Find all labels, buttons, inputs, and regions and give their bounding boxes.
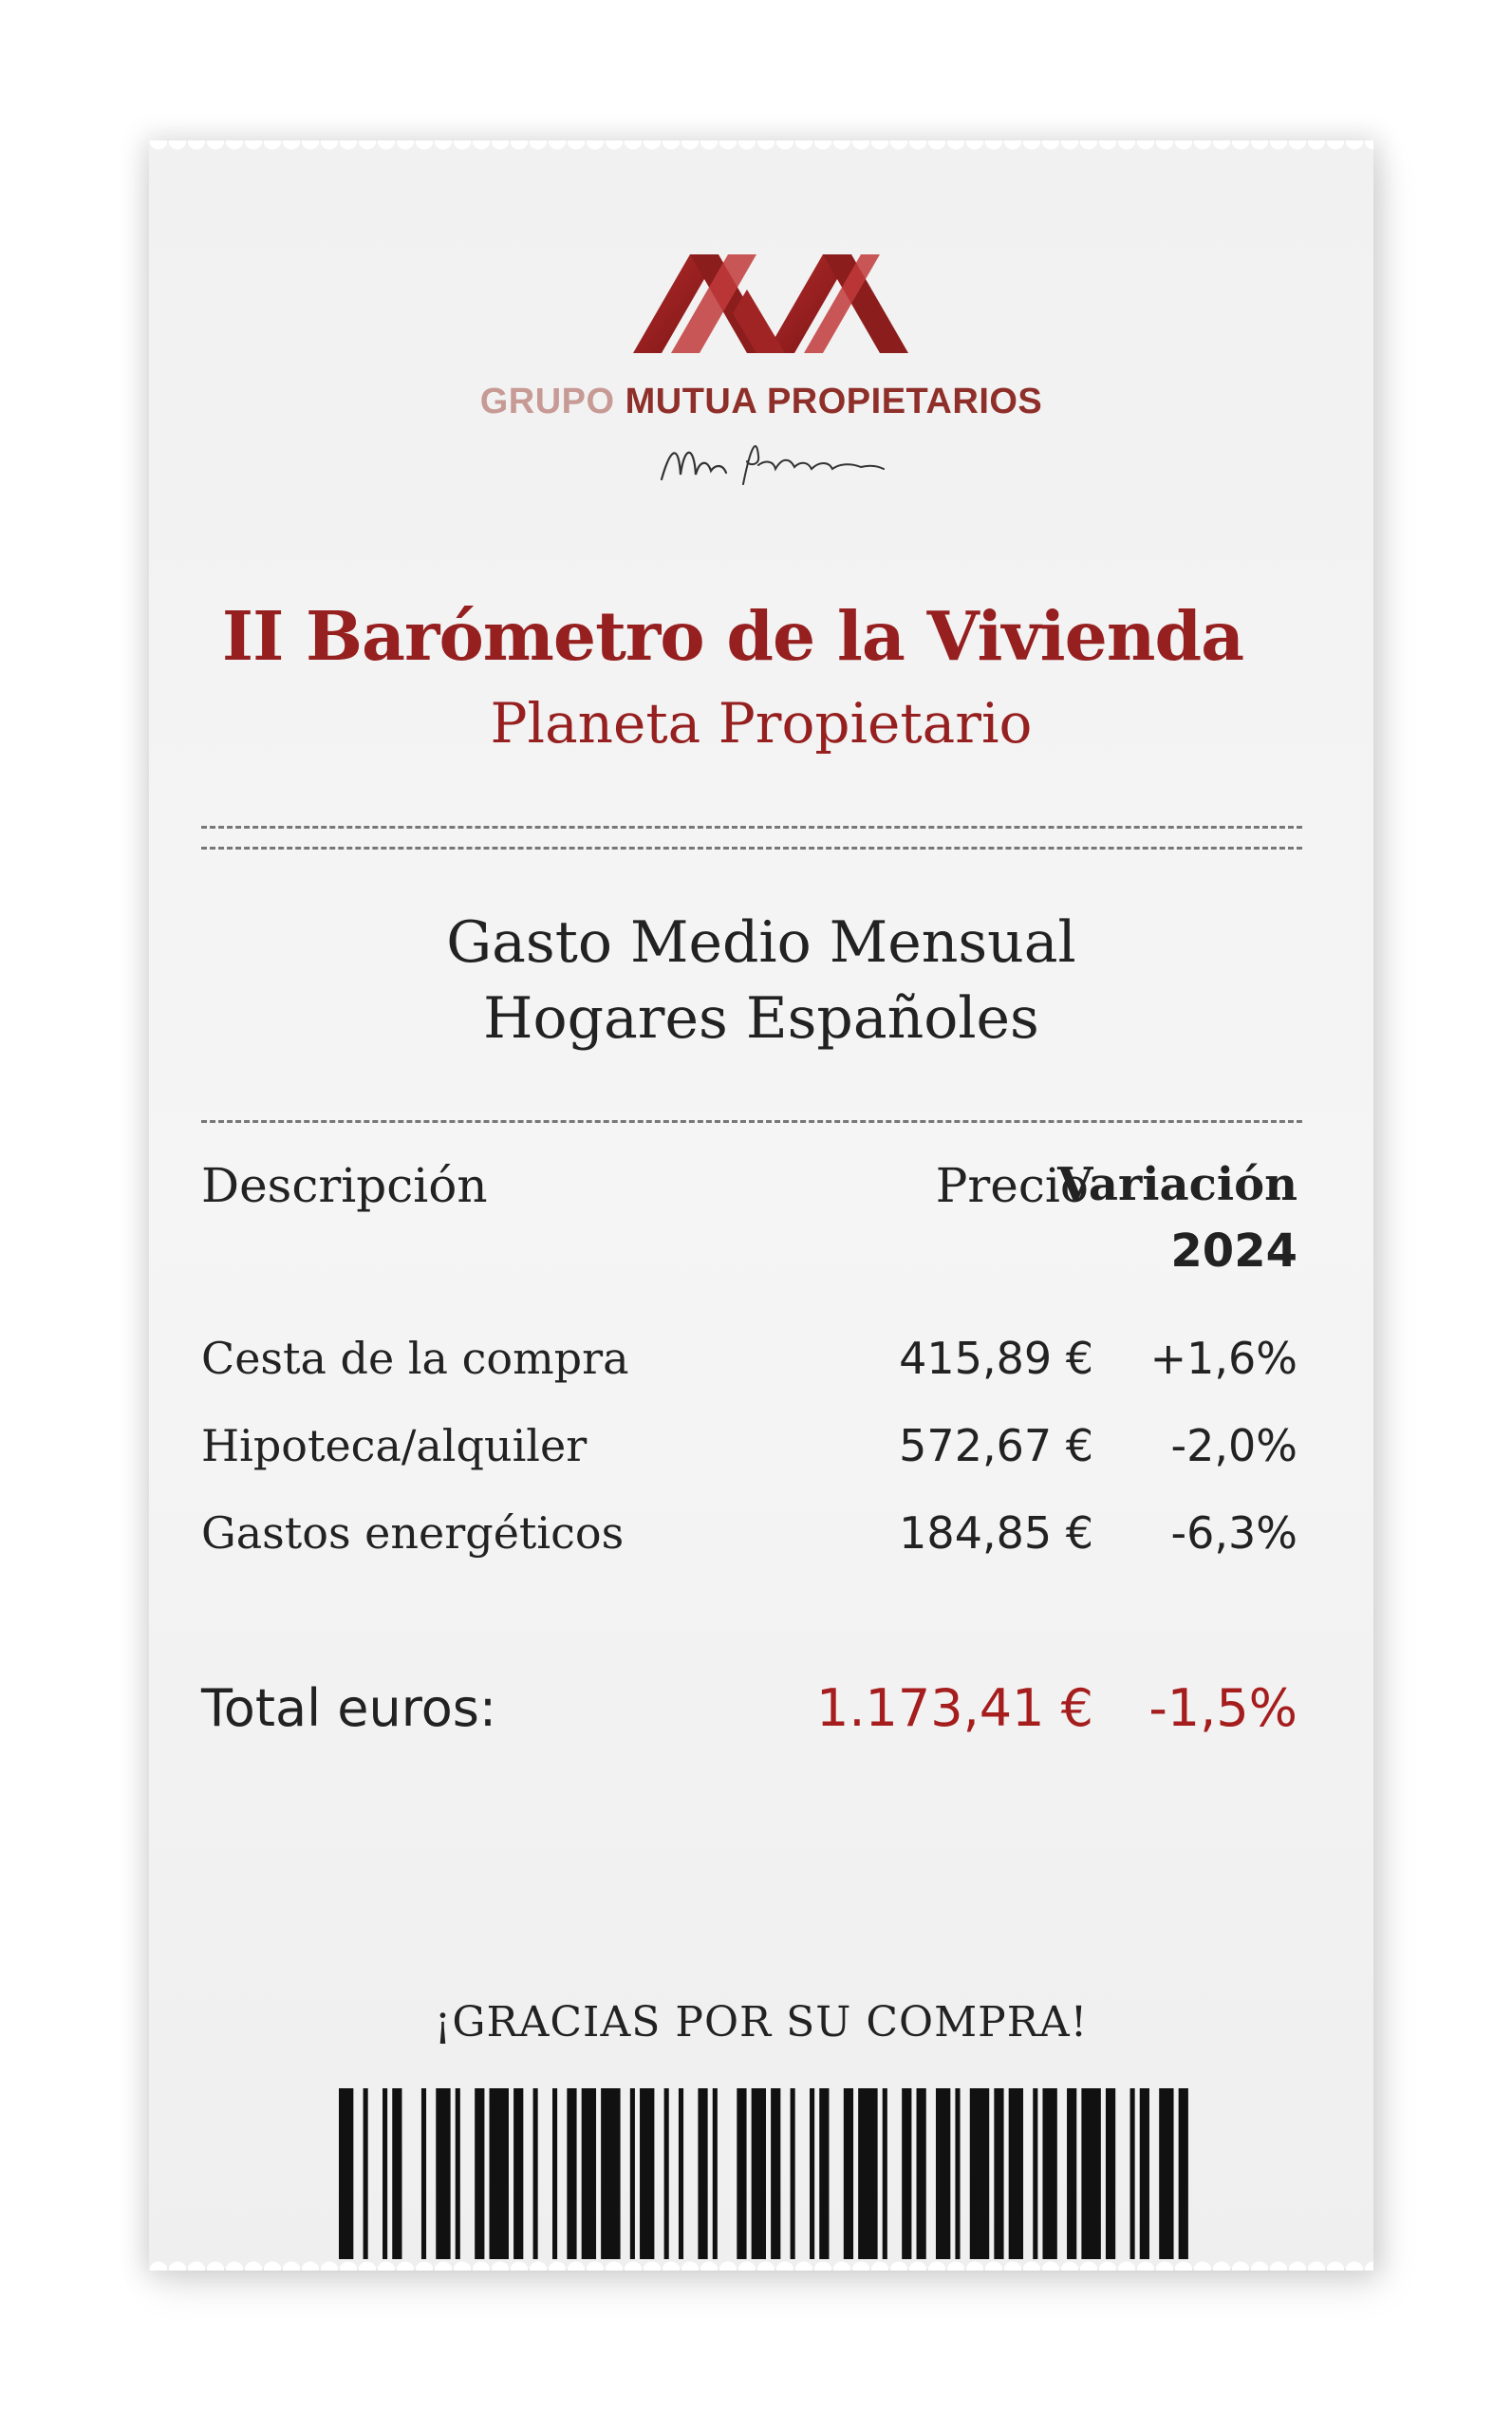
barcode-bar bbox=[771, 2088, 780, 2259]
barcode-bar bbox=[737, 2088, 746, 2259]
barcode-bar bbox=[1106, 2088, 1115, 2259]
total-variation: -1,5% bbox=[1148, 1678, 1297, 1738]
table-row-description: Gastos energéticos bbox=[201, 1507, 625, 1559]
barcode-bar bbox=[1140, 2088, 1149, 2259]
page-title: II Barómetro de la Vivienda bbox=[221, 596, 1244, 676]
barcode-bar bbox=[1033, 2088, 1037, 2259]
barcode-bar bbox=[917, 2088, 926, 2259]
dashed-divider bbox=[201, 847, 1302, 850]
table-row-description: Cesta de la compra bbox=[201, 1333, 629, 1384]
dashed-divider bbox=[201, 826, 1302, 829]
barcode-bar bbox=[582, 2088, 596, 2259]
handwritten-signature-icon bbox=[652, 427, 889, 494]
barcode-bar bbox=[383, 2088, 387, 2259]
barcode-bar bbox=[698, 2088, 707, 2259]
brand-name-part2: MUTUA PROPIETARIOS bbox=[625, 382, 1043, 421]
barcode-bar bbox=[994, 2088, 1003, 2259]
brand-name bbox=[149, 382, 1373, 422]
barcode-bar bbox=[1159, 2088, 1173, 2259]
section-heading-line1: Gasto Medio Mensual bbox=[446, 909, 1076, 976]
section-heading-line2: Hogares Españoles bbox=[483, 985, 1039, 1052]
barcode-bar bbox=[364, 2088, 368, 2259]
barcode-bar bbox=[456, 2088, 460, 2259]
total-label: Total euros: bbox=[201, 1678, 497, 1738]
barcode-bar bbox=[791, 2088, 795, 2259]
barcode-bar bbox=[1081, 2088, 1100, 2259]
column-header-price: Precio bbox=[935, 1158, 1089, 1213]
barcode-bar bbox=[844, 2088, 853, 2259]
barcode-bar bbox=[1009, 2088, 1023, 2259]
barcode-bar bbox=[552, 2088, 557, 2259]
table-row-variation: +1,6% bbox=[1149, 1333, 1297, 1384]
barcode-icon bbox=[339, 2088, 1193, 2259]
barcode-bar bbox=[936, 2088, 950, 2259]
mm-peaks-logo-icon bbox=[633, 247, 908, 361]
barcode-bar bbox=[1042, 2088, 1056, 2259]
barcode-bar bbox=[1179, 2088, 1188, 2259]
barcode-bar bbox=[902, 2088, 911, 2259]
barcode-bar bbox=[752, 2088, 766, 2259]
barcode-bar bbox=[810, 2088, 814, 2259]
barcode-bar bbox=[1067, 2088, 1076, 2259]
column-header-description: Descripción bbox=[201, 1158, 488, 1213]
barcode-bar bbox=[567, 2088, 576, 2259]
table-row-price: 572,67 € bbox=[899, 1420, 1093, 1471]
barcode-bar bbox=[513, 2088, 523, 2259]
barcode-bar bbox=[475, 2088, 484, 2259]
barcode-bar bbox=[883, 2088, 887, 2259]
barcode-bar bbox=[640, 2088, 654, 2259]
column-header-variation: Variación bbox=[1057, 1158, 1297, 1211]
table-row-variation: -6,3% bbox=[1170, 1507, 1297, 1559]
column-header-variation-year: 2024 bbox=[1170, 1224, 1297, 1278]
barcode-bar bbox=[490, 2088, 509, 2259]
barcode-bar bbox=[339, 2088, 353, 2259]
barcode-bar bbox=[533, 2088, 538, 2259]
dashed-divider bbox=[201, 1120, 1302, 1123]
barcode-bar bbox=[436, 2088, 450, 2259]
barcode-bar bbox=[664, 2088, 669, 2259]
barcode-bar bbox=[858, 2088, 877, 2259]
barcode-bar bbox=[601, 2088, 620, 2259]
table-row-description: Hipoteca/alquiler bbox=[201, 1420, 588, 1471]
barcode-bar bbox=[819, 2088, 829, 2259]
barcode-bar bbox=[392, 2088, 401, 2259]
barcode-bar bbox=[955, 2088, 960, 2259]
thanks-message: ¡GRACIAS POR SU COMPRA! bbox=[434, 1998, 1089, 2047]
total-price: 1.173,41 € bbox=[816, 1678, 1093, 1738]
table-row-variation: -2,0% bbox=[1170, 1420, 1297, 1471]
barcode-bar bbox=[421, 2088, 426, 2259]
page-subtitle: Planeta Propietario bbox=[490, 691, 1033, 756]
barcode-bar bbox=[630, 2088, 635, 2259]
barcode-bar bbox=[970, 2088, 989, 2259]
brand-name-part1: GRUPO bbox=[479, 382, 625, 421]
barcode-bar bbox=[1130, 2088, 1135, 2259]
barcode-bar bbox=[679, 2088, 683, 2259]
table-row-price: 184,85 € bbox=[899, 1507, 1093, 1559]
receipt bbox=[149, 142, 1373, 2269]
table-row-price: 415,89 € bbox=[899, 1333, 1093, 1384]
barcode-bar bbox=[713, 2088, 718, 2259]
